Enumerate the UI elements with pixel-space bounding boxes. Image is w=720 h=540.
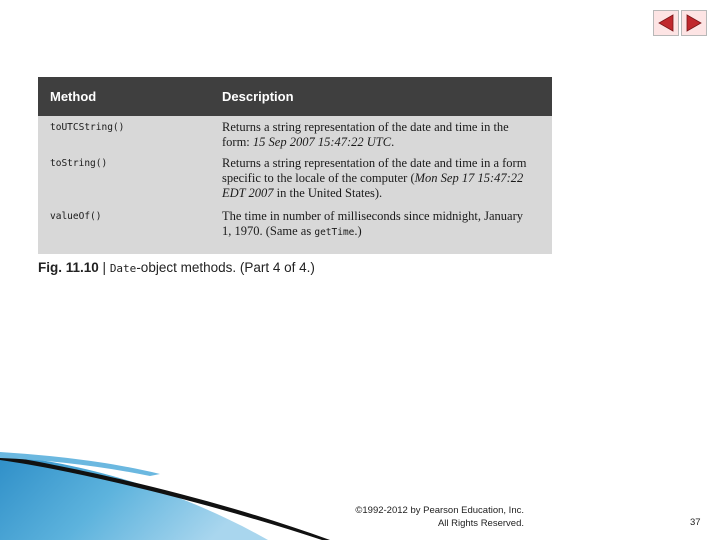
figure-number: Fig. 11.10 [38,260,99,275]
figure-caption: Fig. 11.10 | Date-object methods. (Part 4 of 4.) [38,260,315,275]
caption-text: -object methods. (Part 4 of 4.) [136,260,315,275]
method-name: toString() [50,158,108,169]
next-slide-button[interactable] [681,10,707,36]
header-method: Method [50,89,97,104]
header-description: Description [222,89,294,104]
caption-code: Date [109,262,137,275]
method-description: Returns a string representation of the date and time in the form: 15 Sep 2007 15:47:22 UTC. [222,120,509,149]
triangle-left-icon [656,13,676,33]
date-methods-table [38,77,552,254]
copyright-notice: ©1992-2012 by Pearson Education, Inc. All Rights Reserved. [355,505,524,529]
slide-navigation [653,10,707,36]
table-header [38,77,552,116]
triangle-right-icon [684,13,704,33]
page-number: 37 [690,517,701,528]
method-description: The time in number of milliseconds since midnight, January 1, 1970. (Same as getTime.) [222,209,523,238]
method-description: Returns a string representation of the date and time in a form specific to the locale of the computer (Mon Sep 17 15:47:22 EDT 2007 in the United States). [222,156,527,200]
method-name: valueOf() [50,211,102,222]
previous-slide-button[interactable] [653,10,679,36]
method-name: toUTCString() [50,122,125,133]
